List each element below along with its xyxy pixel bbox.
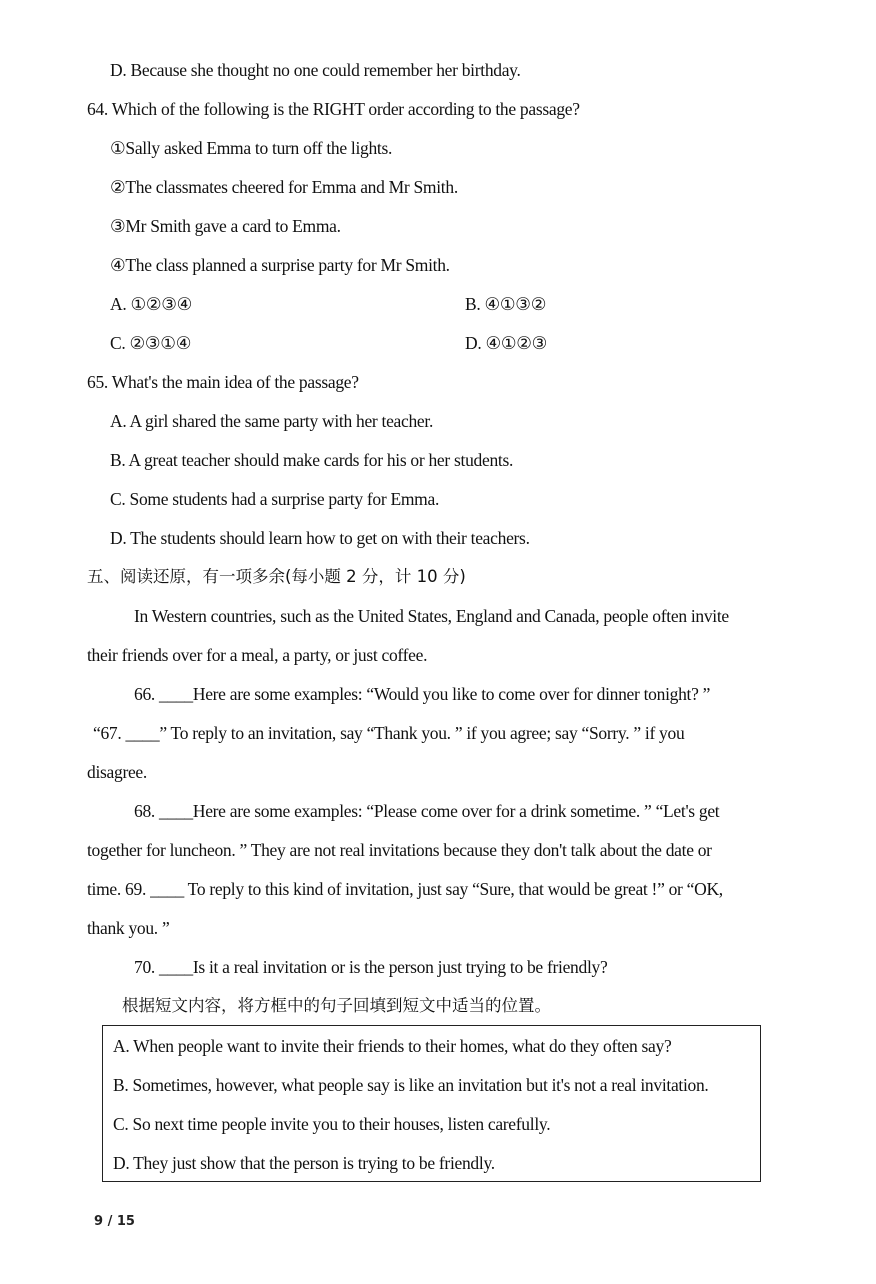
box-option-b: B. Sometimes, however, what people say is like an invitation but it's not a real invitation. bbox=[113, 1075, 709, 1095]
q64-event-4: ④The class planned a surprise party for Mr Smith. bbox=[110, 255, 450, 275]
box-option-c: C. So next time people invite you to their houses, listen carefully. bbox=[113, 1114, 551, 1134]
q64-option-c: C. ②③①④ bbox=[110, 333, 192, 353]
passage-line-10: 70. ____Is it a real invitation or is the person just trying to be friendly? bbox=[134, 957, 608, 977]
passage-line-4: “67. ____” To reply to an invitation, say “Thank you. ” if you agree; say “Sorry. ” if you bbox=[93, 723, 685, 743]
page-number: 9 / 15 bbox=[94, 1214, 135, 1229]
q64-event-1: ①Sally asked Emma to turn off the lights. bbox=[110, 138, 393, 158]
box-option-d: D. They just show that the person is trying to be friendly. bbox=[113, 1153, 495, 1173]
box-option-a: A. When people want to invite their friends to their homes, what do they often say? bbox=[113, 1036, 672, 1056]
q64-stem: 64. Which of the following is the RIGHT order according to the passage? bbox=[87, 99, 580, 119]
section5-instruction: 根据短文内容，将方框中的句子回填到短文中适当的位置。 bbox=[122, 996, 551, 1015]
q65-option-b: B. A great teacher should make cards for his or her students. bbox=[110, 450, 514, 470]
passage-line-8: time. 69. ____ To reply to this kind of invitation, just say “Sure, that would be great !” or “OK, bbox=[87, 879, 723, 899]
passage-line-1: In Western countries, such as the United States, England and Canada, people often invite bbox=[134, 606, 729, 626]
q64-option-b: B. ④①③② bbox=[465, 294, 547, 314]
passage-line-7: together for luncheon. ” They are not real invitations because they don't talk about the date or bbox=[87, 840, 712, 860]
passage-line-3: 66. ____Here are some examples: “Would you like to come over for dinner tonight? ” bbox=[134, 684, 711, 704]
q64-event-2: ②The classmates cheered for Emma and Mr Smith. bbox=[110, 177, 458, 197]
q65-option-d: D. The students should learn how to get on with their teachers. bbox=[110, 528, 530, 548]
section5-heading: 五、阅读还原，有一项多余(每小题 2 分，计 10 分) bbox=[87, 567, 466, 586]
passage-line-2: their friends over for a meal, a party, or just coffee. bbox=[87, 645, 428, 665]
q65-option-c: C. Some students had a surprise party for Emma. bbox=[110, 489, 440, 509]
passage-line-5: disagree. bbox=[87, 762, 147, 782]
passage-line-6: 68. ____Here are some examples: “Please come over for a drink sometime. ” “Let's get bbox=[134, 801, 720, 821]
q65-option-a: A. A girl shared the same party with her teacher. bbox=[110, 411, 434, 431]
q64-option-d: D. ④①②③ bbox=[465, 333, 548, 353]
q64-option-a: A. ①②③④ bbox=[110, 294, 193, 314]
passage-line-9: thank you. ” bbox=[87, 918, 170, 938]
q64-event-3: ③Mr Smith gave a card to Emma. bbox=[110, 216, 341, 236]
q63-option-d: D. Because she thought no one could remember her birthday. bbox=[110, 60, 521, 80]
q65-stem: 65. What's the main idea of the passage? bbox=[87, 372, 359, 392]
